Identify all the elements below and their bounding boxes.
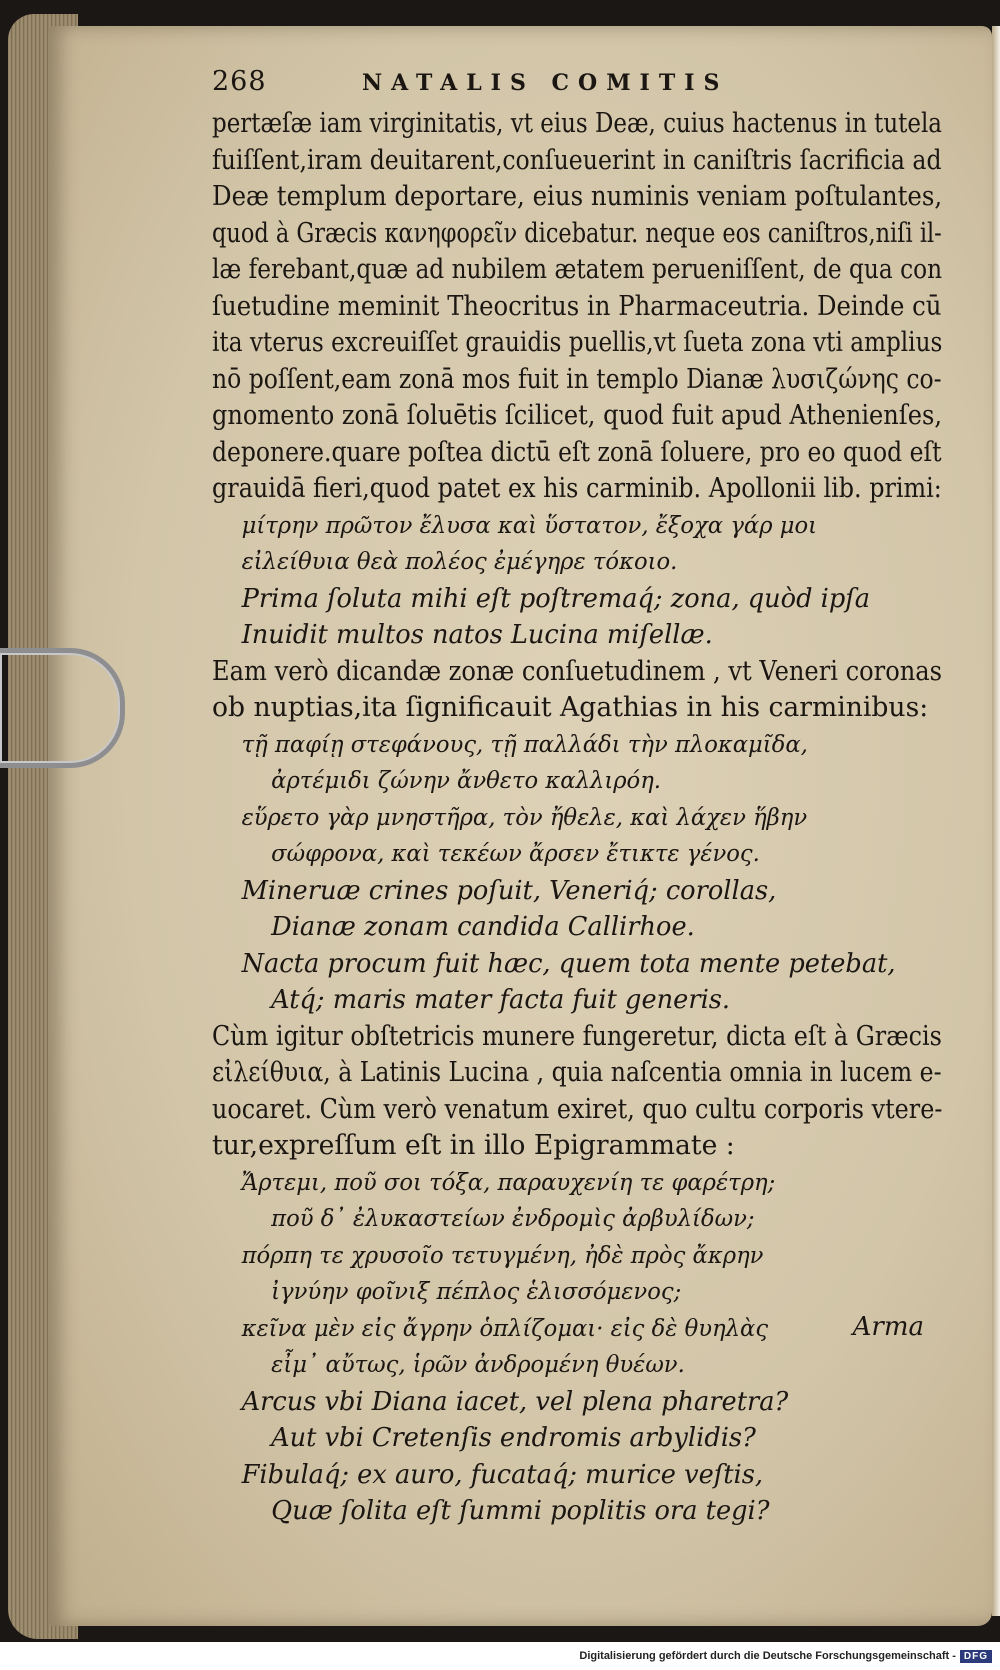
text-line: grauidā fieri,quod patet ex his carminib. Apollonii lib. primi: <box>212 473 942 504</box>
greek-verse-line: εἶμ᾽ αὔτως, ἱρῶν ἀνδρομένη θυέων. <box>271 1352 685 1378</box>
latin-verse-line: Prima ſoluta mihi eſt poſtremaq́; zona, quòd ipſa <box>241 583 871 614</box>
text-line: ob nuptias,ita ſignificauit Agathias in his carminibus: <box>212 692 929 723</box>
text-line: εἰλείθυια, à Latinis Lucina , quia naſcentia omnia in lucem e- <box>212 1057 942 1088</box>
text-line: ſuetudine meminit Theocritus in Pharmaceutria. Deinde cū <box>212 290 942 322</box>
text-line: Deæ templum deportare, eius numinis veniam poſtulantes, <box>212 181 943 212</box>
greek-verse-line: εἰλείθυια θεὰ πολέος ἐμέγηρε τόκοιο. <box>241 549 678 575</box>
text-line: ita vterus excreuiſſet grauidis puellis,vt ſueta zona vti amplius <box>212 327 943 358</box>
text-line: fuiſſent,iram deuitarent,conſueuerint in caniſtris ſacrificia ad <box>212 144 942 176</box>
latin-verse-line: Arcus vbi Diana iacet, vel plena pharetra? <box>241 1386 789 1417</box>
latin-verse-line: Inuidit multos natos Lucina miſellæ. <box>241 620 713 650</box>
body-text <box>212 106 952 1530</box>
page-fore-edge <box>992 26 1000 1616</box>
greek-verse-line: ποῦ δ᾽ ἐλυκαστείων ἐνδρομὶς ἀρβυλίδων; <box>271 1206 755 1232</box>
greek-verse-line: εὕρετο γὰρ μνηστῆρα, τὸν ἤθελε, καὶ λάχεν ἥβην <box>241 804 808 831</box>
latin-verse-line: Nacta procum fuit hæc, quem tota mente petebat, <box>241 948 896 979</box>
catchword: Arma <box>852 1312 924 1342</box>
greek-verse-line: ἀρτέμιδι ζώνην ἄνθετο καλλιρόη. <box>271 768 661 794</box>
footer-credit: Digitalisierung gefördert durch die Deutsche Forschungsgemeinschaft - <box>579 1650 956 1662</box>
latin-verse-line: Atq́; maris mater facta fuit generis. <box>271 985 731 1015</box>
greek-verse-line: κεῖνα μὲν εἰς ἄγρην ὁπλίζομαι· εἰς δὲ θυηλὰς <box>241 1315 769 1342</box>
text-line: Eam verò dicandæ zonæ conſuetudinem , vt Veneri coronas <box>212 655 943 687</box>
text-line: deponere.quare poſtea dictū eſt zonā ſoluere, pro eo quod eſt <box>212 436 942 468</box>
digitization-footer <box>0 1642 1000 1670</box>
page-header <box>212 66 952 106</box>
greek-verse-line: τῇ παφίῃ στεφάνους, τῇ παλλάδι τὴν πλοκαμῖδα, <box>241 731 808 758</box>
text-line: quod à Græcis κανηφορεῖν dicebatur. neque eos caniſtros,niſi il- <box>212 217 942 249</box>
greek-verse-line: σώφρονα, καὶ τεκέων ἄρσεν ἔτικτε γένος. <box>271 841 760 867</box>
text-line: nō poſſent,eam zonā mos fuit in templo Dianæ λυσιζώνης co- <box>212 363 942 395</box>
greek-verse-line: Ἄρτεμι, ποῦ σοι τόξα, παραυχενίη τε φαρέτρη; <box>241 1169 776 1196</box>
text-line: pertæſæ iam virginitatis, vt eius Deæ, cuius hactenus in tutela <box>212 108 942 139</box>
text-line: Cùm igitur obſtetricis munere fungeretur, dicta eſt à Græcis <box>212 1020 942 1052</box>
latin-verse-line: Fibulaq́; ex auro, fucataq́; murice veſtis, <box>241 1459 764 1490</box>
dfg-logo: DFG <box>960 1650 992 1663</box>
paper-clip <box>0 648 125 768</box>
latin-verse-line: Aut vbi Cretenſis endromis arbylidis? <box>271 1423 756 1453</box>
latin-verse-line: Quæ ſolita eſt ſummi poplitis ora tegi? <box>271 1496 770 1526</box>
text-line: læ ferebant,quæ ad nubilem ætatem perueniſſent, de qua con <box>212 254 943 285</box>
running-head: NATALIS COMITIS <box>362 70 729 96</box>
text-line: tur,expreſſum eſt in illo Epigrammate : <box>212 1130 735 1161</box>
greek-verse-line: πόρπη τε χρυσοῖο τετυγμένη, ἠδὲ πρὸς ἄκρην <box>241 1242 764 1269</box>
latin-verse-line: Mineruæ crines poſuit, Veneriq́; corollas, <box>241 875 777 906</box>
latin-verse-line: Dianæ zonam candida Callirhoe. <box>271 912 695 942</box>
text-line: gnomento zonā ſoluētis ſcilicet, quod fuit apud Athenienſes, <box>212 400 942 431</box>
page-text <box>212 66 952 1530</box>
greek-verse-line: μίτρην πρῶτον ἔλυσα καὶ ὕστατον, ἔξοχα γάρ μοι <box>241 512 818 539</box>
greek-verse-line: ἰγνύην φοῖνιξ πέπλος ἑλισσόμενος; <box>271 1279 682 1305</box>
page-number: 268 <box>212 66 267 97</box>
text-line: uocaret. Cùm verò venatum exiret, quo cultu corporis vtere- <box>212 1093 943 1125</box>
